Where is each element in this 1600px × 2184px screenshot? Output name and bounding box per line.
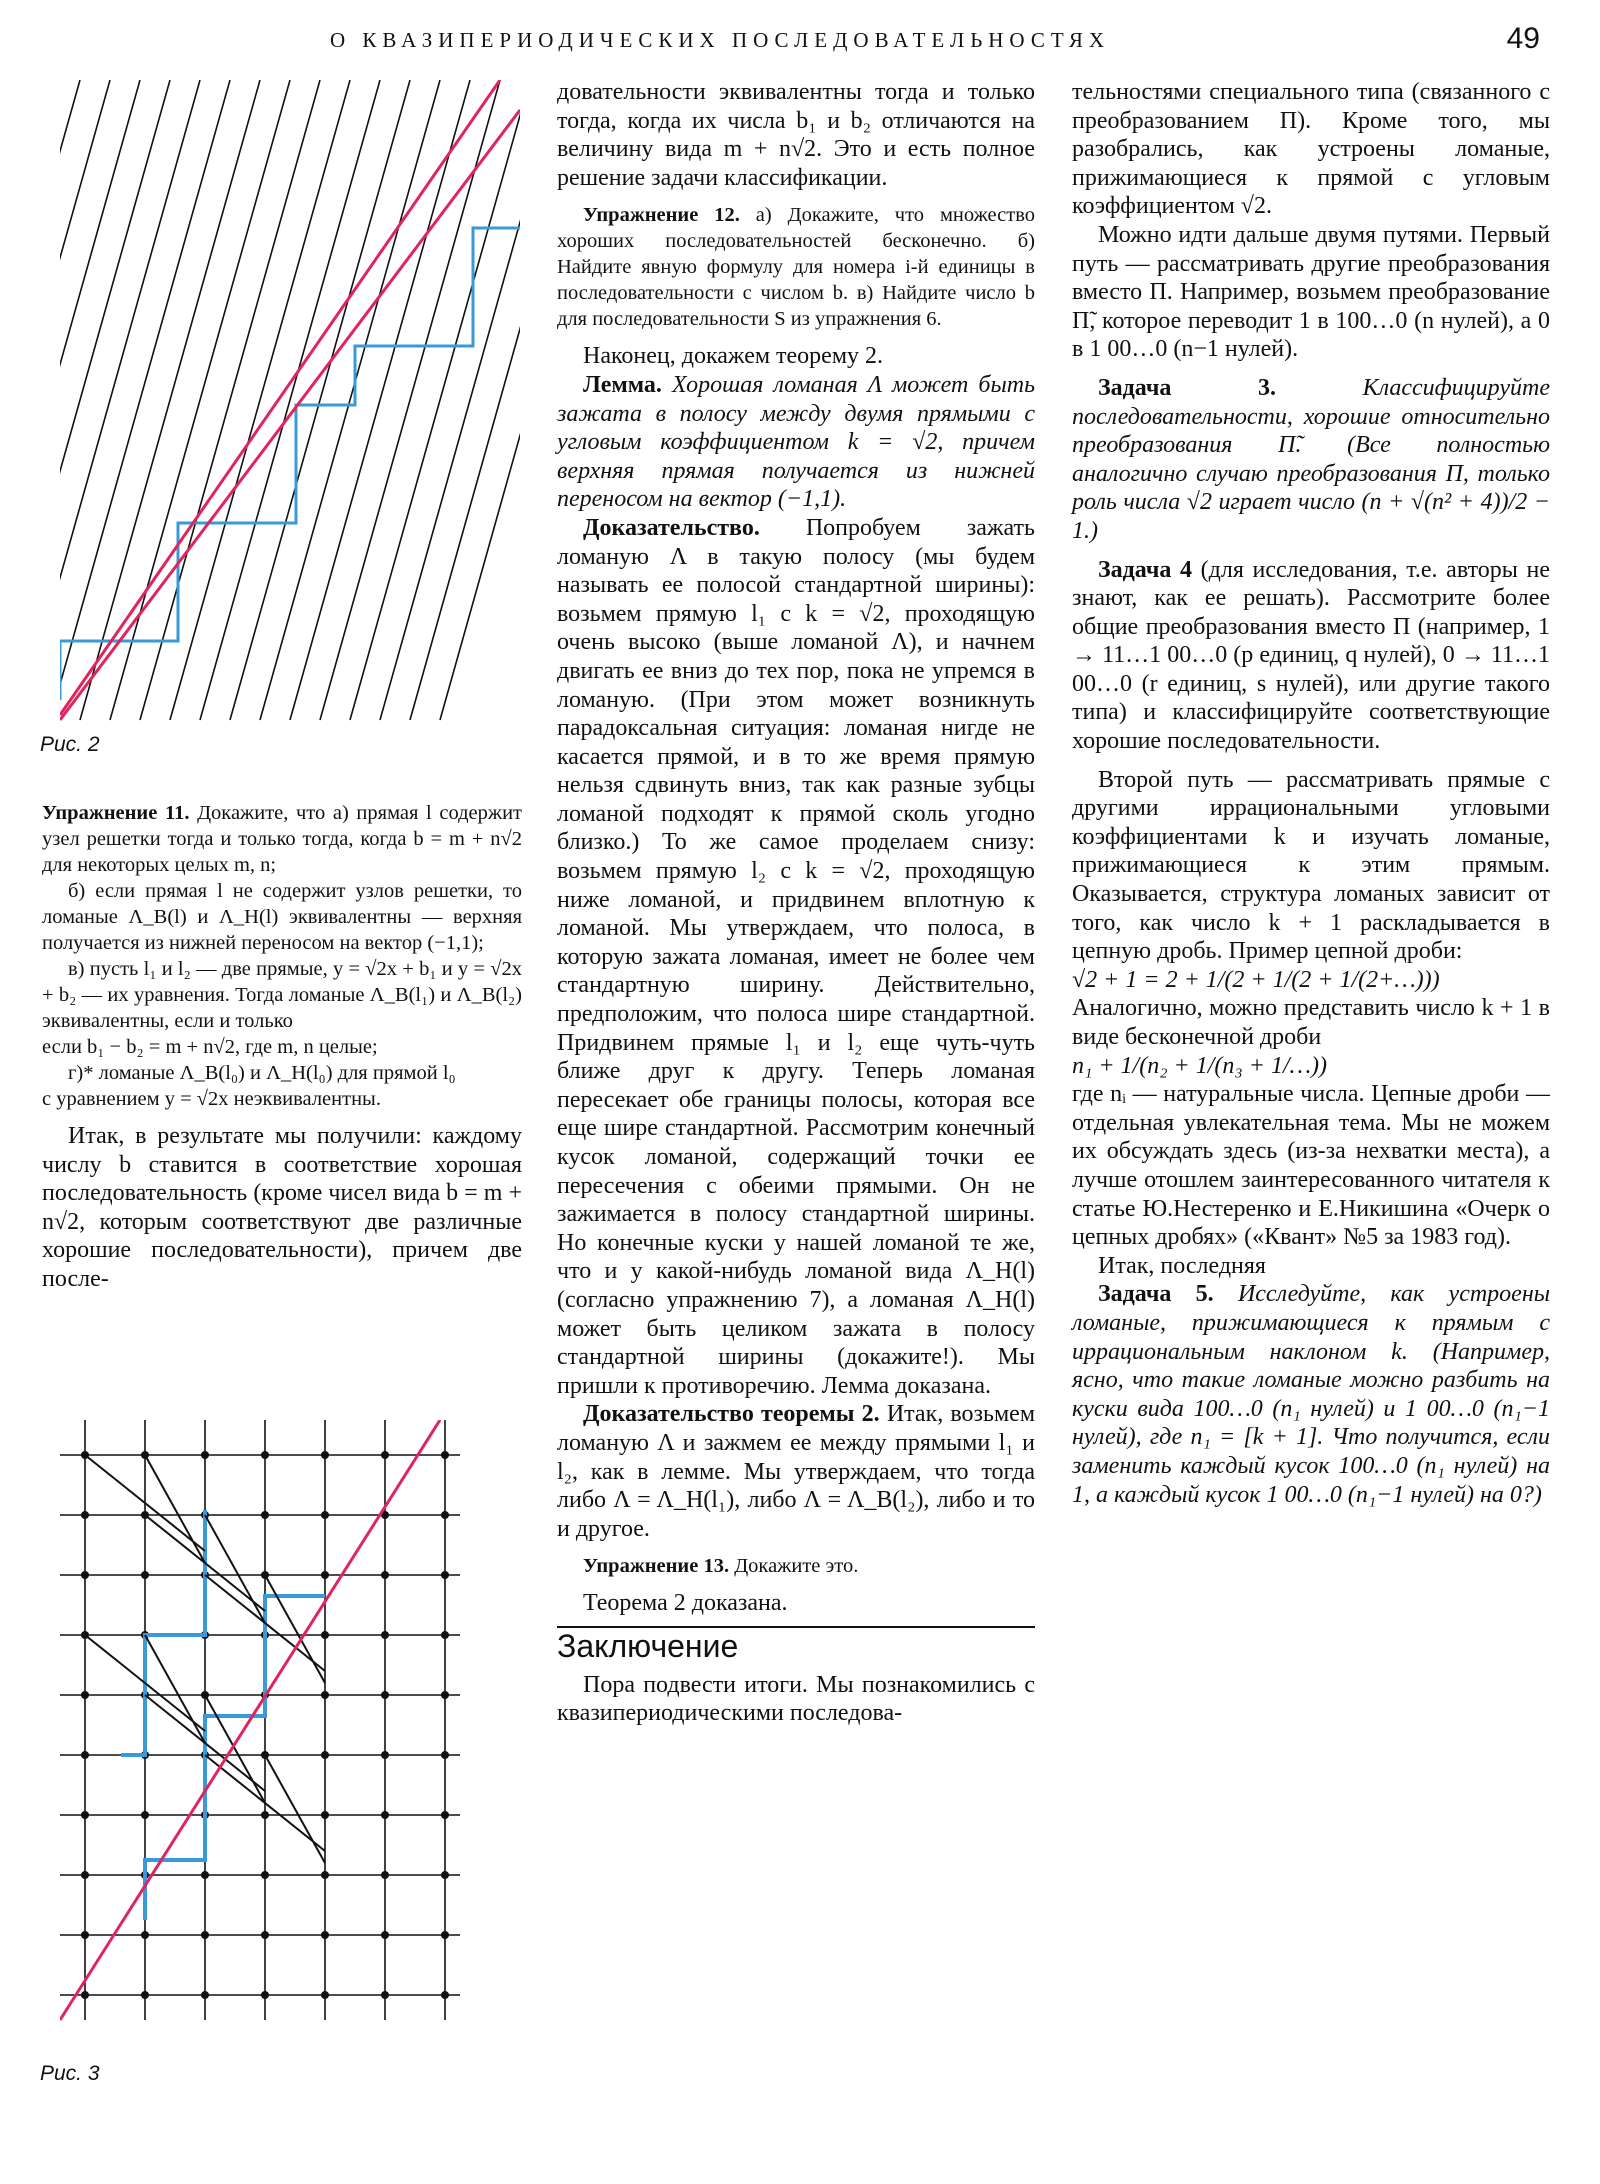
exercise-11: [42, 800, 522, 878]
grid-node: [321, 1571, 329, 1579]
proof: [557, 514, 1035, 1400]
lattice-line: [60, 80, 110, 720]
grid-node: [81, 1751, 89, 1759]
grid-node: [141, 1991, 149, 1999]
figure-2: [60, 80, 520, 730]
grid-node: [381, 1751, 389, 1759]
finally-paragraph: Наконец, докажем теорему 2.: [583, 343, 884, 370]
task-3: [1072, 374, 1550, 546]
grid-node: [441, 1571, 449, 1579]
grid-node: [81, 1691, 89, 1699]
grid-node: [381, 1871, 389, 1879]
lattice-line: [60, 80, 230, 720]
lattice-line: [110, 80, 290, 720]
col3-paragraph-6: Итак, последняя: [1098, 1252, 1266, 1279]
lattice-line: [140, 80, 320, 720]
proof-text: Попробуем зажать ломаную Λ в такую полосу (мы будем называть ее полосой стандартной ширины): возьмем прямую l₁ с k = √2, проходящую очень высоко (выше ломаной Λ), и начнем двигать ее вниз до тех пор, пока не упремся в ломаную. (При этом может возникнуть парадоксальная ситуация: ломаная нигде не касается прямой, и в то же время прямую нельзя сдвинуть вниз, так как разные зубцы ломаной подходят к прямой сколь угодно близко.) То же самое проделаем снизу: возьмем прямую l₂ с k = √2, проходящую ниже ломаной, и придвинем вплотную к ломаной. Мы утверждаем, что полоса, в которую зажата ломаная, имеет не более чем стандартную ширину. Действительно, предположим, что полоса шире стандартной. Придвинем прямые l₁ и l₂ еще чуть-чуть ближе друг к другу. Теперь ломаная пересекает обе границы полосы, которая все еще шире стандартной. Рассмотрим конечный кусок ломаной, содержащий точки ее пересечения с обеими прямыми. Он не зажимается в полосу стандартной ширины. Но конечные куски у нашей ломаной те же, что и у какой-нибудь ломаной вида Λ_H(l) (согласно упражнению 7), а ломаная Λ_H(l) может быть целиком зажата в полосу стандартной ширины (докажите!). Мы пришли к противоречию. Лемма доказана.: [557, 514, 1035, 1399]
grid-node: [381, 1631, 389, 1639]
grid-node: [81, 1871, 89, 1879]
grid-node: [441, 1931, 449, 1939]
grid-node: [261, 1991, 269, 1999]
column-3: [1072, 78, 1550, 1509]
grid-node: [441, 1991, 449, 1999]
page-number: 49: [1506, 22, 1540, 55]
exercise-11-d1: г)* ломаные Λ_B(l₀) и Λ_H(l₀) для прямой l₀: [68, 1062, 456, 1084]
grid-node: [321, 1991, 329, 1999]
task-5: [1072, 1280, 1550, 1509]
exercise-11-d2: с уравнением y = √2x неэквивалентны.: [42, 1088, 381, 1110]
grid-node: [261, 1811, 269, 1819]
grid-node: [381, 1991, 389, 1999]
exercise-11-c1: в) пусть l₁ и l₂ — две прямые, y = √2x + b₁ и y = √2x + b₂ — их уравнения. Тогда ломаные Λ_B(l₁) и Λ_B(l₂) эквивалентны, если и только: [42, 958, 522, 1032]
lattice-line: [260, 80, 440, 720]
col3-paragraph-1: тельностями специального типа (связанного с преобразованием П). Кроме того, мы разобрались, как устроены ломаные, прижимающиеся к прямой с угловым коэффициентом √2.: [1072, 79, 1550, 220]
red-line-upper: [60, 80, 500, 715]
grid-node: [201, 1991, 209, 1999]
grid-node: [441, 1691, 449, 1699]
grid-node: [441, 1811, 449, 1819]
proof-heading: Доказательство.: [583, 514, 760, 541]
lemma: [557, 371, 1035, 514]
task-5-text: Исследуйте, как устроены ломаные, прижимающиеся к прямым с иррациональным наклоном k. (Например, ясно, что такие ломаные можно разбить на куски вида 100…0 (n₁ нулей) и 1 00…0 (n₁−1 нулей), где n₁ = [k + 1]. Что получится, если заменить каждый кусок 100…0 (n₁ нулей) на 1, а каждый кусок 1 00…0 (n₁−1 нулей) на 0?): [1072, 1281, 1550, 1508]
column-2: [557, 78, 1035, 1728]
grid-node: [81, 1991, 89, 1999]
grid-node: [81, 1931, 89, 1939]
red-line: [60, 1420, 440, 2020]
exercise-11-a: Докажите, что а) прямая l содержит узел решетки тогда и только тогда, когда b = m + n√2 для некоторых целых m, n;: [42, 802, 523, 876]
grid-node: [441, 1631, 449, 1639]
grid-node: [321, 1451, 329, 1459]
running-title: О КВАЗИПЕРИОДИЧЕСКИХ ПОСЛЕДОВАТЕЛЬНОСТЯХ: [330, 28, 1111, 52]
lemma-text: Хорошая ломаная Λ может быть зажата в полосу между двумя прямыми с угловым коэффициентом k = √2, причем верхняя прямая получается из нижней переносом на вектор (−1,1).: [557, 371, 1035, 513]
section-title: Заключение: [557, 1626, 1035, 1661]
lattice-line: [290, 80, 470, 720]
continuation-paragraph: довательности эквивалентны тогда и только тогда, когда их числа b₁ и b₂ отличаются на величину вида m + n√2. Это и есть полное решение задачи классификации.: [557, 79, 1035, 191]
lattice-line: [200, 80, 380, 720]
figure-3: [60, 1420, 480, 2040]
grid-node: [201, 1931, 209, 1939]
task-4-text: (для исследования, т.е. авторы не знают, как ее решать). Рассмотрите более общие преобразования вместо П (например, 1 → 11…1 00…0 (p единиц, q нулей), 0 → 11…1 00…0 (r единиц, s нулей), или другие такого типа) и классифицируйте соответствующие хорошие последовательности.: [1072, 556, 1550, 755]
grid-node: [141, 1811, 149, 1819]
task-3-text: Классифицируйте последовательности, хорошие относительно преобразования П̃. (Все полностью аналогично случаю преобразования П, только роль числа √2 играет число (n + √(n² + 4))/2 − 1.): [1072, 374, 1550, 544]
grid-node: [261, 1451, 269, 1459]
grid-node: [321, 1691, 329, 1699]
red-line-lower: [60, 110, 520, 720]
proof-theorem-2-heading: Доказательство теоремы 2.: [583, 1401, 880, 1428]
grid-node: [81, 1571, 89, 1579]
grid-node: [381, 1811, 389, 1819]
exercise-12-heading: Упражнение 12.: [583, 204, 740, 227]
grid-node: [261, 1511, 269, 1519]
conclusion-paragraph: Пора подвести итоги. Мы познакомились с квазипериодическими последова-: [557, 1671, 1035, 1727]
grid-node: [201, 1451, 209, 1459]
lemma-heading: Лемма.: [583, 371, 662, 398]
task-4-heading: Задача 4: [1098, 556, 1193, 583]
grid-node: [141, 1571, 149, 1579]
grid-node: [81, 1511, 89, 1519]
grid-node: [381, 1571, 389, 1579]
exercise-12-text: а) Докажите, что множество хороших последовательностей бесконечно. б) Найдите явную формулу для номера i-й единицы в последовательности с числом b. в) Найдите число b для последовательности S из упражнения 6.: [557, 204, 1035, 331]
grid-node: [261, 1871, 269, 1879]
col3-paragraph-4: Аналогично, можно представить число k + 1 в виде бесконечной дроби: [1072, 995, 1550, 1050]
exercise-11-heading: Упражнение 11.: [42, 802, 190, 824]
grid-node: [441, 1871, 449, 1879]
exercise-13-heading: Упражнение 13.: [583, 1555, 730, 1578]
column-1: [42, 800, 522, 1294]
lattice-line: [170, 80, 350, 720]
grid-node: [141, 1931, 149, 1939]
grid-node: [261, 1931, 269, 1939]
task-5-heading: Задача 5.: [1098, 1281, 1214, 1308]
proof-theorem-2-text: Итак, возьмем ломаную Λ и зажмем ее между прямыми l₁ и l₂, как в лемме. Мы утверждаем, что тогда либо Λ = Λ_H(l₁), либо Λ = Λ_B(l₂), либо и то и другое.: [557, 1401, 1036, 1542]
grid-node: [81, 1811, 89, 1819]
lattice-line: [230, 80, 410, 720]
figure-3-caption: Рис. 3: [40, 2062, 100, 2085]
running-header: [0, 20, 1560, 60]
blue-staircase-polyline: [60, 80, 520, 700]
grid-node: [441, 1751, 449, 1759]
grid-node: [381, 1451, 389, 1459]
exercise-12: [557, 202, 1035, 332]
col3-paragraph-5: где nᵢ — натуральные числа. Цепные дроби — отдельная увлекательная тема. Мы не можем их обсуждать здесь (из-за нехватки места), а лучше отошлем заинтересованного читателя к статье Ю.Нестеренко и Е.Никишина «Очерк о цепных дробях» («Квант» №5 за 1983 год).: [1072, 1081, 1550, 1251]
summary-paragraph: Итак, в результате мы получили: каждому числу b ставится в соответствие хорошая последовательность (кроме чисел вида b = m + n√2, которым соответствуют две различные хорошие последовательности), причем две после-: [42, 1123, 522, 1292]
grid-node: [321, 1631, 329, 1639]
exercise-13: [557, 1553, 1035, 1579]
figure-2-caption: Рис. 2: [40, 733, 100, 756]
grid-node: [441, 1511, 449, 1519]
exercise-11-c2: если b₁ − b₂ = m + n√2, где m, n целые;: [42, 1036, 378, 1058]
lattice-line: [320, 80, 500, 720]
task-3-heading: Задача 3.: [1098, 374, 1277, 401]
blue-polyline-left: [121, 1510, 205, 1755]
col3-paragraph-2: Можно идти дальше двумя путями. Первый путь — рассматривать другие преобразования вместо П. Например, возьмем преобразование П̃, которое переводит 1 в 100…0 (n нулей), а 0 в 1 00…0 (n−1 нулей).: [1072, 221, 1550, 363]
exercise-11-b: б) если прямая l не содержит узлов решетки, то ломаные Λ_B(l) и Λ_H(l) эквивалентны — верхняя получается из нижней переносом на вектор (−1,1);: [42, 880, 522, 954]
lattice-line: [380, 80, 520, 720]
lattice-line: [60, 80, 140, 720]
grid-node: [201, 1871, 209, 1879]
col3-paragraph-3: Второй путь — рассматривать прямые с другими иррациональными угловыми коэффициентами k и изучать ломаные, прижимающиеся к этим прямым. Оказывается, структура ломаных зависит от того, как число k + 1 раскладывается в цепную дробь. Пример цепной дроби:: [1072, 766, 1550, 965]
grid-node: [321, 1751, 329, 1759]
task-4: [1072, 556, 1550, 756]
continued-fraction-sqrt2: √2 + 1 = 2 + 1/(2 + 1/(2 + 1/(2+…))): [1072, 966, 1440, 993]
grid-node: [441, 1451, 449, 1459]
grid-node: [321, 1811, 329, 1819]
exercise-13-text: Докажите это.: [734, 1555, 859, 1578]
grid-node: [321, 1931, 329, 1939]
proof-theorem-2: [557, 1400, 1035, 1543]
lattice-line: [80, 80, 260, 720]
grid-node: [321, 1511, 329, 1519]
grid-node: [381, 1931, 389, 1939]
grid-node: [381, 1691, 389, 1699]
lattice-line: [440, 80, 520, 720]
grid-node: [321, 1871, 329, 1879]
continued-fraction-general: n₁ + 1/(n₂ + 1/(n₃ + 1/…)): [1072, 1052, 1327, 1079]
theorem-2-done: Теорема 2 доказана.: [583, 1590, 788, 1617]
